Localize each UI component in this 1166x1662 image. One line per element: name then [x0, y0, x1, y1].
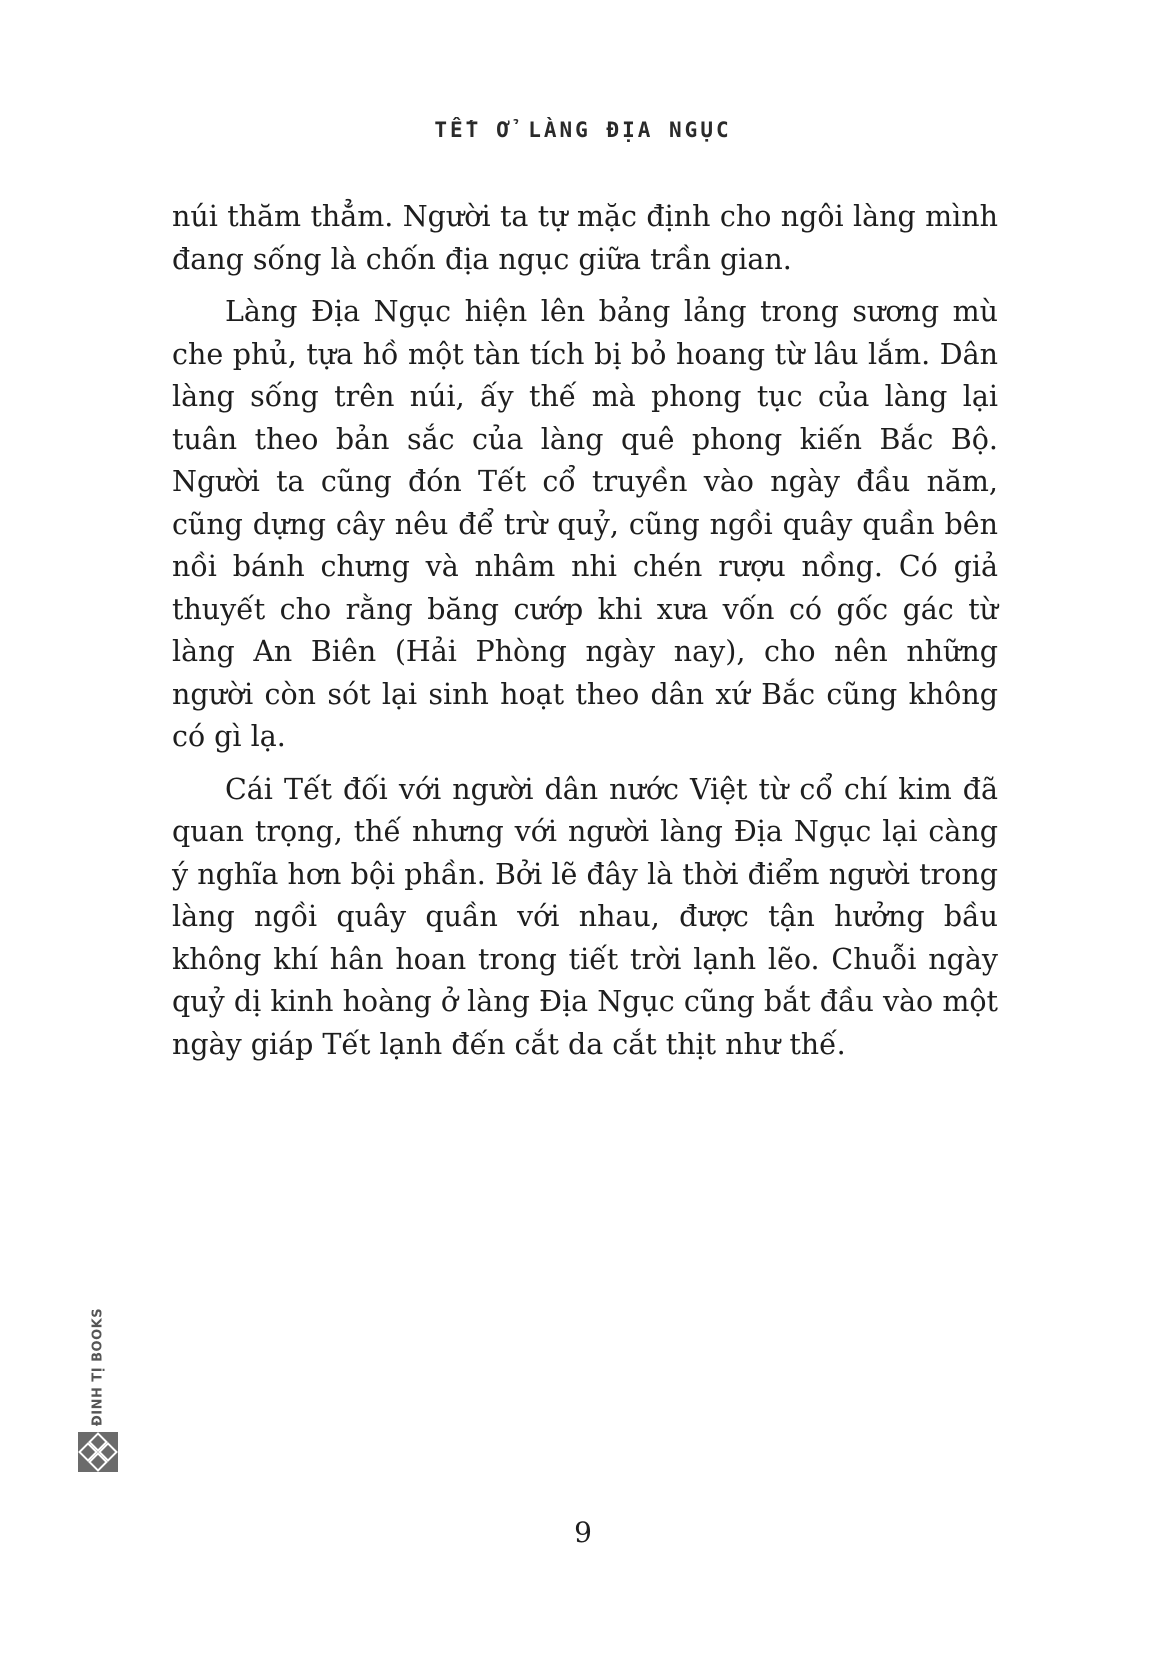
- publisher-name-text: ĐINH TỊ BOOKS: [90, 1307, 106, 1427]
- logo-background: [78, 1432, 118, 1472]
- body-text: [172, 196, 998, 1076]
- running-header: TẾT Ở LÀNG ĐỊA NGỤC: [434, 118, 732, 142]
- paragraph: Làng Địa Ngục hiện lên bảng lảng trong sương mù che phủ, tựa hồ một tàn tích bị bỏ hoang từ lâu lắm. Dân làng sống trên núi, ấy thế mà phong tục của làng lại tuân theo bản sắc của làng quê phong kiến Bắc Bộ. Người ta cũng đón Tết cổ truyền vào ngày đầu năm, cũng dựng cây nêu để trừ quỷ, cũng ngồi quây quần bên nồi bánh chưng và nhâm nhi chén rượu nồng. Có giả thuyết cho rằng băng cướp khi xưa vốn có gốc gác từ làng An Biên (Hải Phòng ngày nay), cho nên những người còn sót lại sinh hoạt theo dân xứ Bắc cũng không có gì lạ.: [172, 295, 998, 753]
- page-number: 9: [574, 1516, 592, 1549]
- dinh-ti-logo-icon: [78, 1432, 118, 1472]
- paragraph-continuation: núi thăm thẳm. Người ta tự mặc định cho ngôi làng mình đang sống là chốn địa ngục giữa trần gian.: [172, 200, 998, 276]
- paragraph: Cái Tết đối với người dân nước Việt từ cổ chí kim đã quan trọng, thế nhưng với người làng Địa Ngục lại càng ý nghĩa hơn bội phần. Bởi lẽ đây là thời điểm người trong làng ngồi quây quần với nhau, được tận hưởng bầu không khí hân hoan trong tiết trời lạnh lẽo. Chuỗi ngày quỷ dị kinh hoàng ở làng Địa Ngục cũng bắt đầu vào một ngày giáp Tết lạnh đến cắt da cắt thịt như thế.: [172, 772, 998, 1061]
- publisher-mark: [78, 1307, 118, 1472]
- publisher-name: [78, 1307, 118, 1427]
